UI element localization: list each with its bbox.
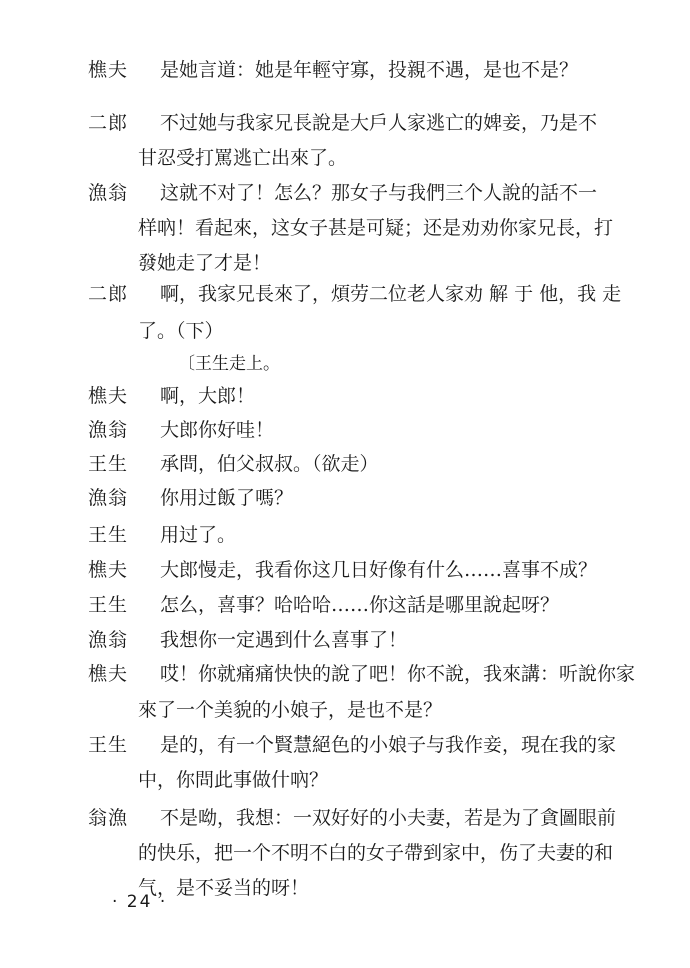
dialogue-text: 我想你一定遇到什么喜事了！ [160, 629, 408, 651]
stage-direction-line [0, 346, 690, 382]
dialogue-text: 承問，伯父叔叔。（欲走） [160, 453, 379, 475]
stage-direction: 〔王生走上。 [178, 354, 280, 374]
dialogue-text: 是她言道：她是年輕守寡，投親不遇，是也不是？ [160, 59, 579, 81]
dialogue-text: 大郎你好哇！ [160, 419, 275, 441]
dialogue-continuation: 样吶！看起來，这女子甚是可疑；还是劝劝你家兄長，打 [138, 217, 614, 239]
dialogue-text: 怎么，喜事？哈哈哈……你这話是哪里說起呀？ [160, 594, 560, 616]
dialogue-line [0, 378, 690, 414]
dialogue-continuation: 甘忍受打罵逃亡出來了。 [138, 147, 348, 169]
speaker-name: 王生 [88, 734, 129, 756]
dialogue-continuation-line [0, 313, 690, 349]
speaker-name: 樵夫 [88, 559, 129, 581]
dialogue-line [0, 800, 690, 836]
dialogue-line [0, 105, 690, 141]
dialogue-line [0, 622, 690, 658]
dialogue-line [0, 552, 690, 588]
speaker-name: 二郎 [88, 283, 129, 305]
dialogue-text: 哎！你就痛痛快快的說了吧！你不說，我來講：听說你家 [160, 663, 636, 685]
speaker-name: 樵夫 [88, 59, 129, 81]
speaker-name: 樵夫 [88, 663, 129, 685]
page-number: · 24 · [112, 892, 168, 912]
speaker-name: 王生 [88, 524, 129, 546]
dialogue-text: 不是呦，我想：一双好好的小夫妻，若是为了貪圖眼前 [160, 807, 617, 829]
dialogue-continuation: 的快乐，把一个不明不白的女子帶到家中，伤了夫妻的和 [138, 842, 614, 864]
dialogue-continuation: 來了一个美貌的小娘子，是也不是？ [138, 699, 443, 721]
speaker-name: 漁翁 [88, 487, 129, 509]
dialogue-line [0, 480, 690, 516]
dialogue-text: 啊，我家兄長來了，煩劳二位老人家劝 解 于 他，我 走 [160, 283, 622, 305]
speaker-name: 漁翁 [88, 629, 129, 651]
dialogue-line [0, 517, 690, 553]
dialogue-continuation-line [0, 762, 690, 798]
speaker-name: 王生 [88, 594, 129, 616]
dialogue-continuation-line [0, 870, 690, 906]
dialogue-continuation: 了。（下） [138, 320, 224, 342]
speaker-name: 翁漁 [88, 807, 129, 829]
dialogue-text: 啊，大郎！ [160, 385, 256, 407]
dialogue-continuation-line [0, 140, 690, 176]
dialogue-line [0, 727, 690, 763]
dialogue-continuation-line [0, 835, 690, 871]
dialogue-text: 你用过飯了嗎？ [160, 487, 294, 509]
dialogue-continuation: 气，是不妥当的呀！ [138, 877, 310, 899]
dialogue-line [0, 175, 690, 211]
dialogue-text: 不过她与我家兄長說是大戶人家逃亡的婢妾，乃是不 [160, 112, 598, 134]
speaker-name: 二郎 [88, 112, 129, 134]
speaker-name: 漁翁 [88, 182, 129, 204]
speaker-name: 樵夫 [88, 385, 129, 407]
dialogue-line [0, 52, 690, 88]
dialogue-line [0, 446, 690, 482]
dialogue-text: 这就不对了！怎么？那女子与我們三个人說的話不一 [160, 182, 598, 204]
dialogue-continuation: 發她走了才是！ [138, 252, 272, 274]
dialogue-text: 用过了。 [160, 524, 237, 546]
speaker-name: 王生 [88, 453, 129, 475]
dialogue-text: 是的，有一个賢慧絕色的小娘子与我作妾，現在我的家 [160, 734, 617, 756]
dialogue-continuation-line [0, 692, 690, 728]
dialogue-continuation: 中，你問此事做什吶？ [138, 769, 329, 791]
dialogue-line [0, 587, 690, 623]
dialogue-text: 大郎慢走，我看你这几日好像有什么……喜事不成？ [160, 559, 598, 581]
speaker-name: 漁翁 [88, 419, 129, 441]
dialogue-line [0, 656, 690, 692]
dialogue-continuation-line [0, 210, 690, 246]
dialogue-line [0, 412, 690, 448]
dialogue-line [0, 276, 690, 312]
